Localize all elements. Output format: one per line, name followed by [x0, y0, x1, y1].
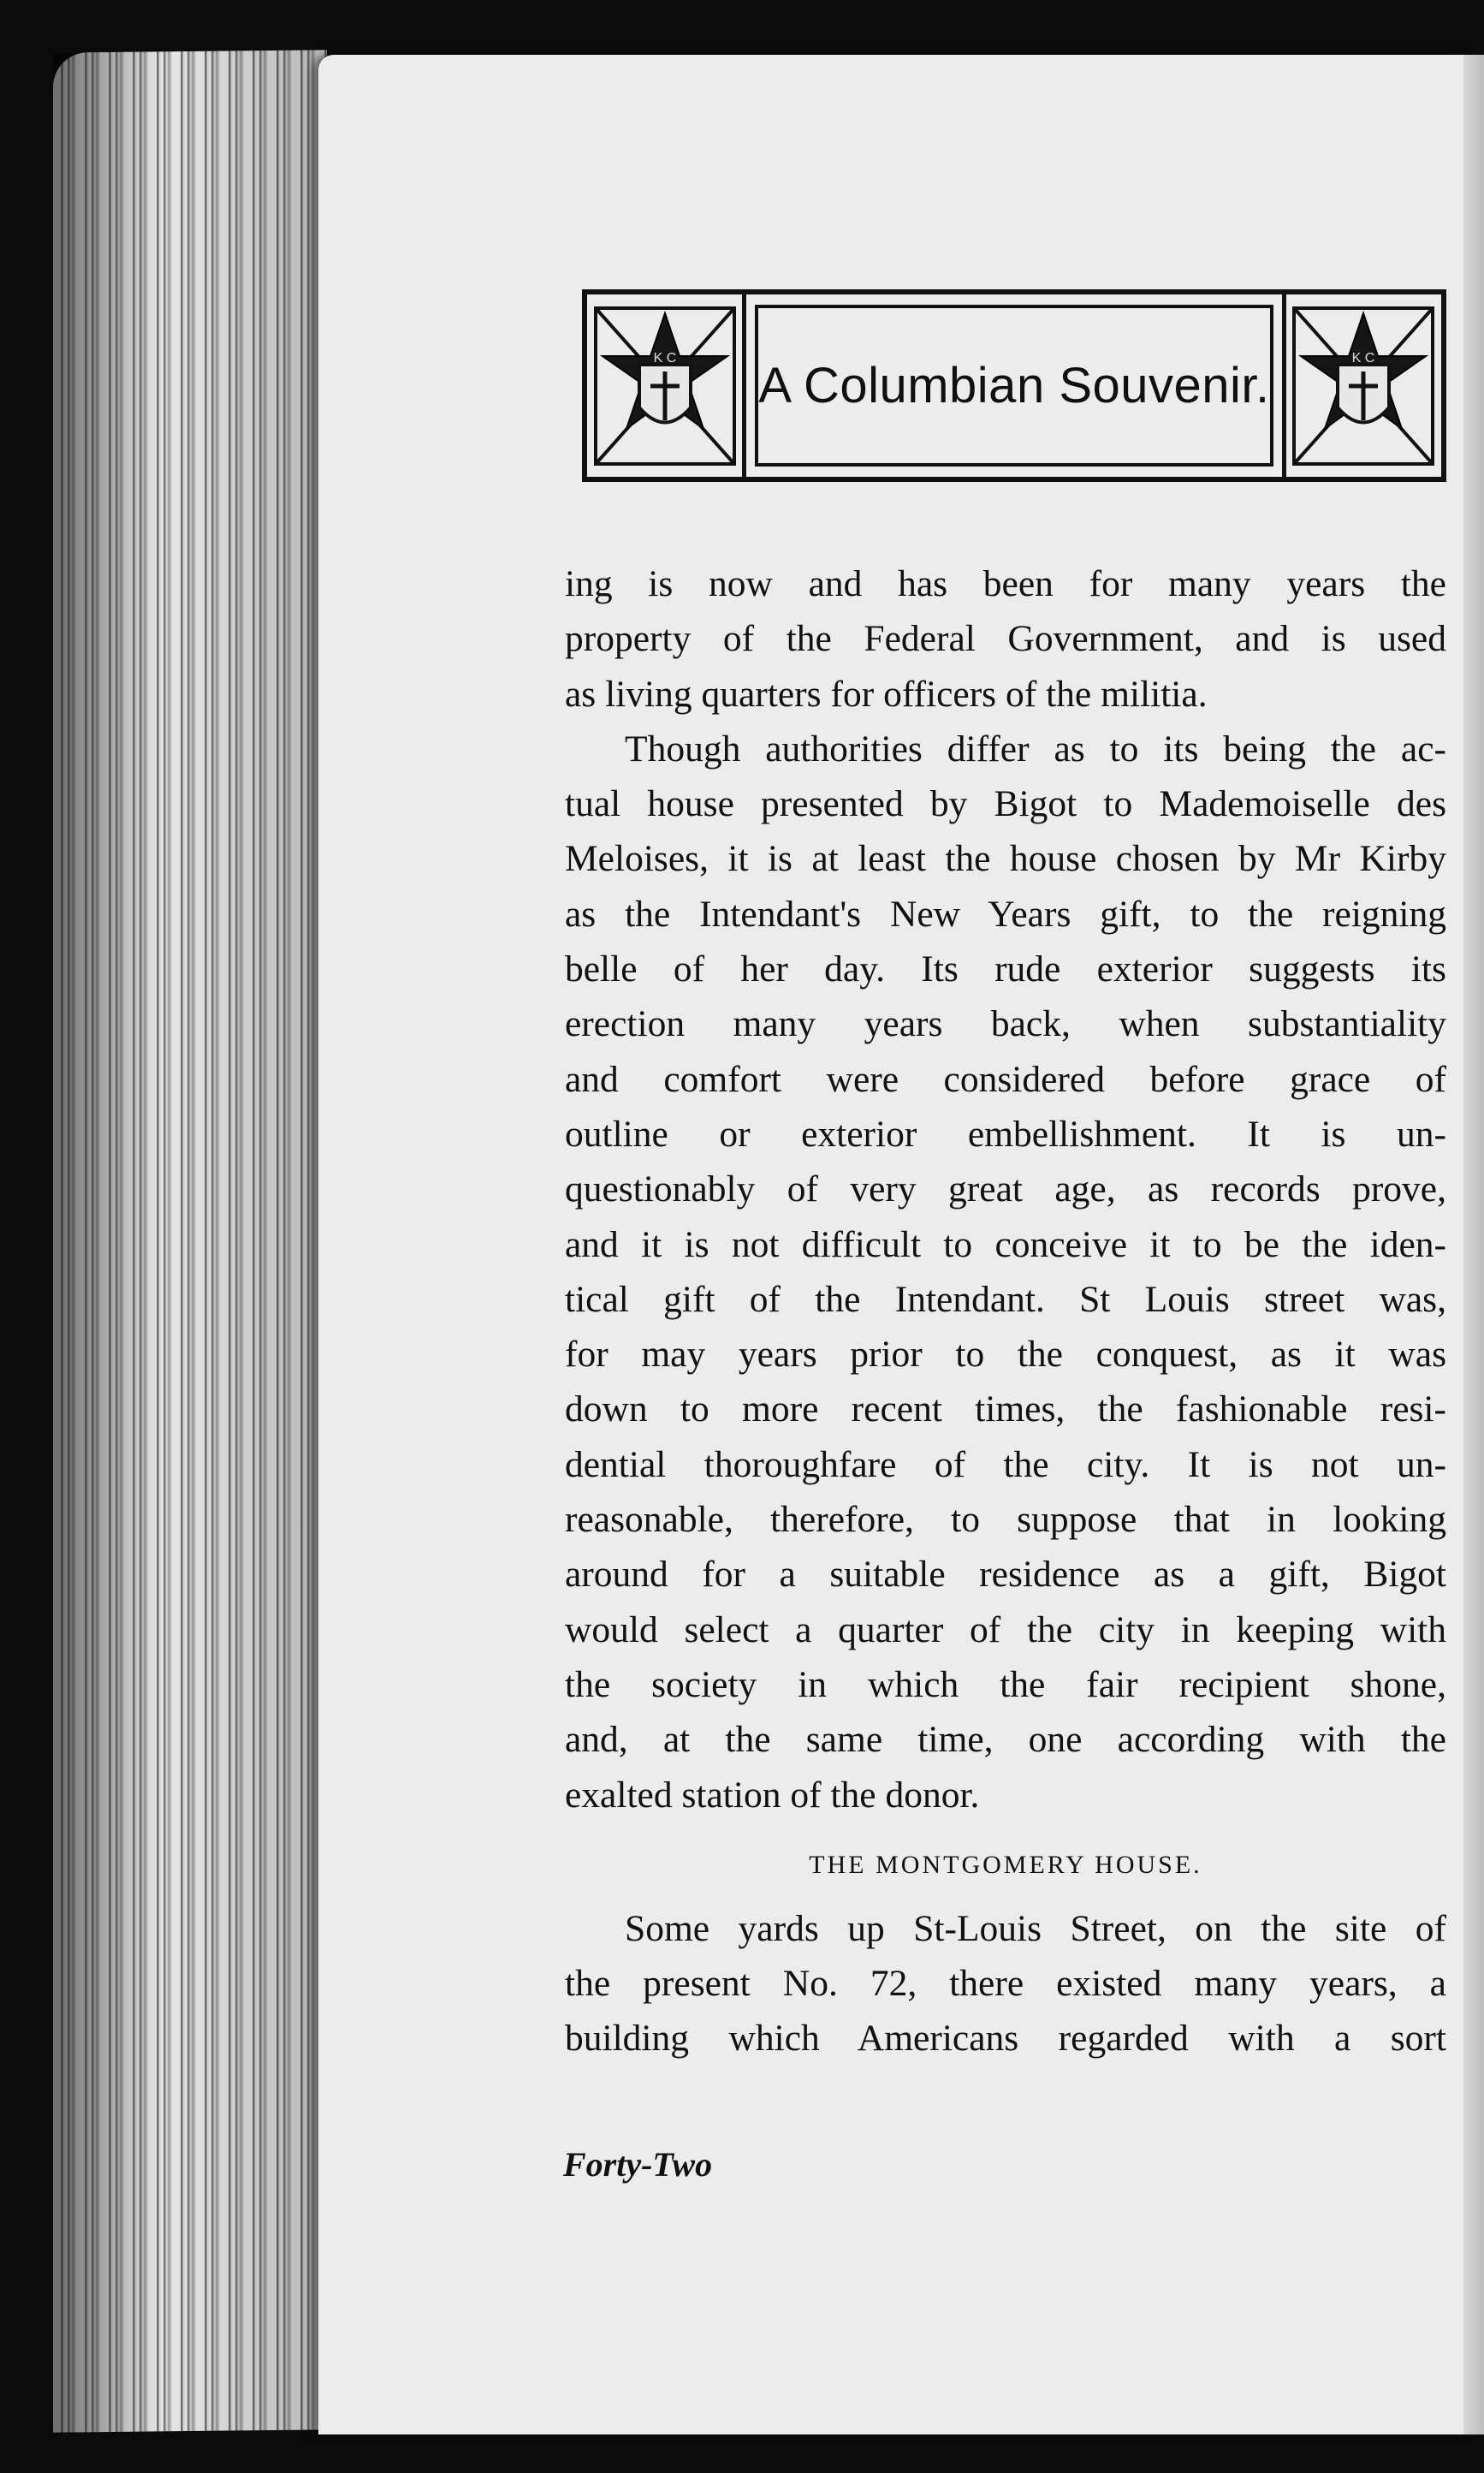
emblem-right [1282, 294, 1441, 477]
text-line: belle of her day. Its rude exterior suggests its [565, 948, 1446, 990]
text-line: as the Intendant's New Years gift, to the reigning [565, 893, 1446, 935]
text-line: reasonable, therefore, to suppose that in looking [565, 1499, 1446, 1541]
text-line: and comfort were considered before grace of [565, 1058, 1446, 1100]
banner-title-frame [755, 305, 1273, 467]
page-right-edge [1463, 55, 1484, 2434]
text-line: Meloises, it is at least the house chosen by Mr Kirby [565, 838, 1446, 880]
text-line: as living quarters for officers of the militia. [565, 673, 1208, 715]
text-line: and, at the same time, one according with the [565, 1719, 1446, 1761]
text-line: for may years prior to the conquest, as it was [565, 1334, 1446, 1376]
text-line: dential thoroughfare of the city. It is not un- [565, 1443, 1446, 1485]
page-number: Forty-Two [563, 2145, 713, 2184]
header-banner [582, 289, 1446, 482]
text-line: and it is not difficult to conceive it to be the iden- [565, 1223, 1446, 1265]
text-line: around for a suitable residence as a gift, Bigot [565, 1554, 1446, 1596]
text-line: ing is now and has been for many years the [565, 563, 1446, 604]
text-line: down to more recent times, the fashionable resi- [565, 1388, 1446, 1430]
text-line: tical gift of the Intendant. St Louis street was, [565, 1278, 1446, 1320]
text-line: tual house presented by Bigot to Mademoiselle des [565, 783, 1446, 825]
kc-emblem-icon [592, 305, 738, 467]
page-edges-stack [53, 50, 327, 2432]
text-line: Though authorities differ as to its being the ac- [625, 728, 1446, 770]
svg-text:K C: K C [1351, 350, 1375, 366]
text-line: would select a quarter of the city in keeping with [565, 1608, 1446, 1650]
text-line: Some yards up St-Louis Street, on the site of [625, 1907, 1446, 1949]
text-line: building which Americans regarded with a sort [565, 2018, 1446, 2060]
text-line: exalted station of the donor. [565, 1774, 980, 1816]
emblem-left [587, 294, 746, 477]
page-title: A Columbian Souvenir. [758, 358, 1270, 413]
text-line: the society in which the fair recipient shone, [565, 1663, 1446, 1705]
body-text [565, 556, 1446, 2066]
kc-emblem-icon [1291, 305, 1436, 467]
text-line: erection many years back, when substantiality [565, 1003, 1446, 1045]
section-heading: THE MONTGOMERY HOUSE. [809, 1850, 1202, 1879]
svg-text:K C: K C [653, 350, 677, 366]
text-line: questionably of very great age, as records prove, [565, 1168, 1446, 1210]
text-line: outline or exterior embellishment. It is un- [565, 1113, 1446, 1155]
text-line: the present No. 72, there existed many years, a [565, 1963, 1446, 2005]
text-line: property of the Federal Government, and is used [565, 618, 1446, 660]
